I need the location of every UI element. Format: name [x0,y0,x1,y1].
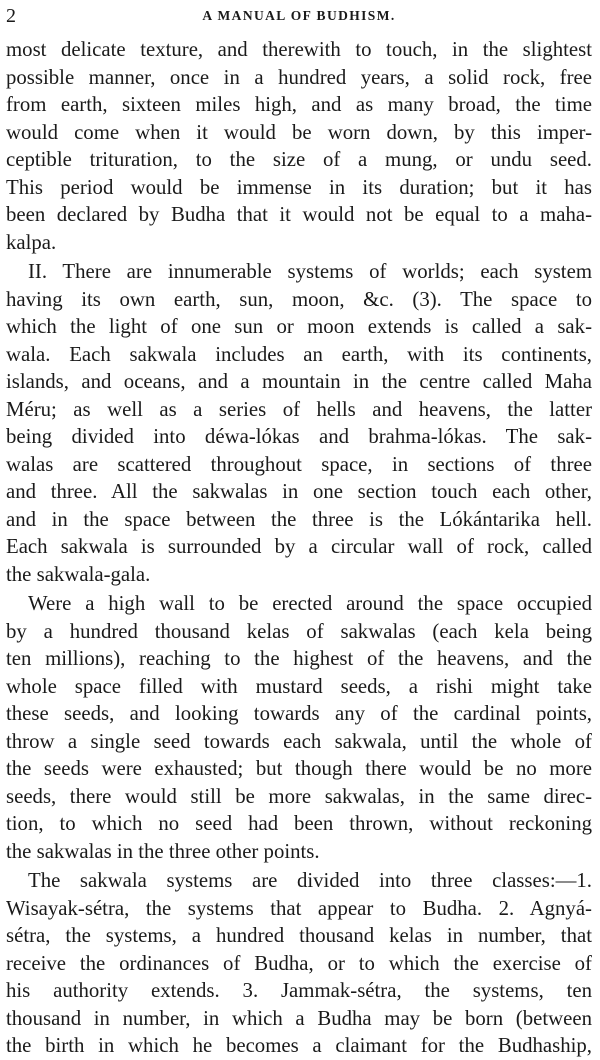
text-line: tion, to which no seed had been thrown, without reckoning [6,812,592,835]
text-line: sétra, the systems, a hundred thousand kelas in number, that [6,924,592,947]
running-title: A MANUAL OF BUDHISM. [202,8,396,23]
text-line: from earth, sixteen miles high, and as many broad, the time [6,93,592,116]
text-line: which the light of one sun or moon extends is called a sak- [6,315,592,338]
text-line: the seeds were exhausted; but though there would be no more [6,757,592,780]
paragraph-kalpa-conclusion [6,36,592,256]
page-number: 2 [6,5,16,27]
text-line: This period would be immense in its duration; but it has [6,175,592,199]
text-line: Were a high wall to be erected around the space occupied [28,592,592,615]
text-line: having its own earth, sun, moon, &c. (3). The space to [6,287,592,311]
text-line: receive the ordinances of Budha, or to which the exercise of [6,951,592,975]
text-line: his authority extends. 3. Jammak-sétra, the systems, ten [6,979,592,1002]
text-line: most delicate texture, and therewith to touch, in the slightest [6,38,592,61]
text-line: the birth in which he becomes a claimant for the Budhaship, [6,1034,592,1057]
text-line: possible manner, once in a hundred years, a solid rock, free [6,65,592,89]
text-line: Each sakwala is surrounded by a circular wall of rock, called [6,535,592,558]
text-line: throw a single seed towards each sakwala, until the whole of [6,729,592,753]
text-line: and three. All the sakwalas in one section touch each other, [6,480,592,503]
paragraph-mustard-seeds [6,590,592,865]
text-line: kalpa. [6,230,57,254]
text-line: being divided into déwa-lókas and brahma-lókas. The sak- [6,425,592,448]
text-line: by a hundred thousand kelas of sakwalas (each kela being [6,619,592,643]
text-line: the sakwala-gala. [6,562,151,586]
text-line: the sakwalas in the three other points. [6,839,320,863]
text-line: wala. Each sakwala includes an earth, with its continents, [6,342,592,366]
text-line: ceptible trituration, to the size of a mung, or undu seed. [6,148,592,171]
text-line: thousand in number, in which a Budha may be born (between [6,1006,592,1030]
text-line: The sakwala systems are divided into three classes:—1. [28,869,592,892]
text-line: islands, and oceans, and a mountain in the centre called Maha [6,370,592,393]
text-line: would come when it would be worn down, by this imper- [6,120,592,144]
text-line: and in the space between the three is the Lókántarika hell. [6,507,592,531]
text-line: Méru; as well as a series of hells and heavens, the latter [6,397,592,421]
text-line: Wisayak-sétra, the systems that appear to Budha. 2. Agnyá- [6,896,592,920]
text-line: ten millions), reaching to the highest of the heavens, and the [6,647,592,670]
text-line: been declared by Budha that it would not be equal to a maha- [6,203,592,226]
text-line: walas are scattered throughout space, in sections of three [6,452,592,476]
text-line: II. There are innumerable systems of worlds; each system [28,260,592,283]
text-line: seeds, there would still be more sakwalas, in the same direc- [6,784,592,808]
body-text [6,36,592,1060]
paragraph-systems-of-worlds [6,258,592,588]
text-line: these seeds, and looking towards any of the cardinal points, [6,702,592,725]
text-line: whole space filled with mustard seeds, a rishi might take [6,674,592,698]
running-head [6,3,592,29]
